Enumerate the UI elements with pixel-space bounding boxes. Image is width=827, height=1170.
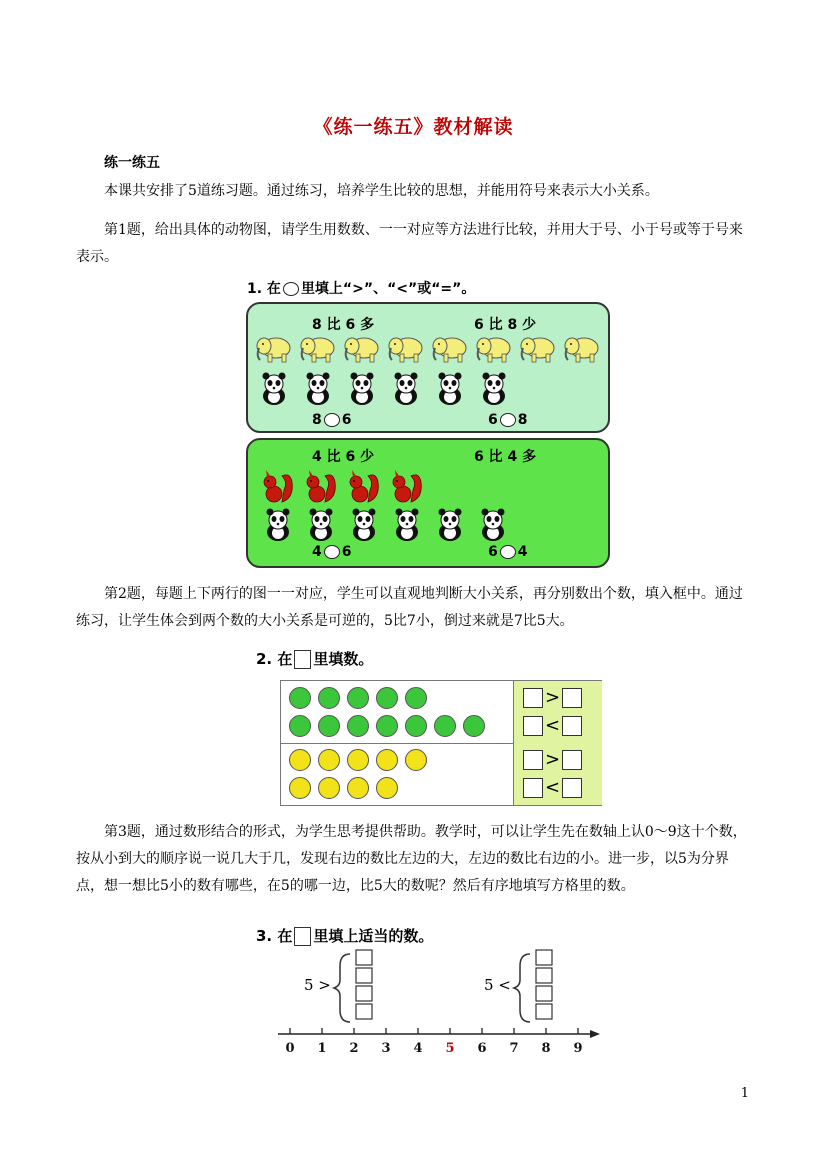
answer-box[interactable] (536, 968, 552, 983)
green-dot (376, 715, 398, 737)
exercise-2-table (280, 680, 602, 806)
answer-line (523, 715, 582, 736)
exercise-1-panel-top (246, 302, 610, 433)
comparison-symbol: < (545, 777, 561, 798)
panel-top-label-left: 8 比 6 多 (312, 317, 375, 333)
panel-top-compare-right: 6 8 (488, 412, 528, 428)
tick-label: 9 (573, 1041, 583, 1056)
panda-row (262, 508, 562, 544)
answer-line (523, 749, 582, 770)
yellow-dot (347, 749, 369, 771)
paragraph-intro (76, 178, 756, 205)
panel-bottom-compare-right: 6 4 (488, 544, 528, 560)
answer-box[interactable] (356, 1004, 372, 1019)
answer-circle-icon[interactable] (324, 545, 340, 559)
answer-box[interactable] (536, 950, 552, 965)
yellow-dot (376, 749, 398, 771)
tick-label: 3 (381, 1041, 391, 1056)
panda-icon (391, 508, 423, 546)
answer-box[interactable] (562, 716, 582, 736)
comparison-symbol: > (545, 749, 561, 770)
green-dot (405, 687, 427, 709)
green-dot (347, 687, 369, 709)
yellow-dot (347, 777, 369, 799)
answer-box[interactable] (523, 778, 543, 798)
green-dot (376, 687, 398, 709)
exercise-1-prompt: 1. 在 里填上“>”、“<”或“=”。 (247, 281, 476, 297)
panda-icon (434, 372, 466, 410)
green-dot (463, 715, 485, 737)
tick-label: 1 (317, 1041, 327, 1056)
answer-boxes (515, 681, 601, 805)
panel-top-label-right: 6 比 8 少 (474, 317, 537, 333)
blank-circle-icon (283, 282, 299, 296)
answer-box[interactable] (562, 778, 582, 798)
squirrel-icon (260, 468, 294, 510)
yellow-dot (289, 749, 311, 771)
green-dot (405, 715, 427, 737)
answer-line (523, 777, 582, 798)
right-brace-icon (514, 954, 530, 1022)
exercise-3-figure (270, 944, 610, 1064)
number-line-ticks (285, 1028, 582, 1056)
paragraph-ex1 (76, 217, 756, 271)
squirrel-row (260, 468, 460, 508)
answer-box[interactable] (562, 688, 582, 708)
answer-box[interactable] (356, 986, 372, 1001)
green-dot (289, 687, 311, 709)
exercise-2-prompt: 2. 在 里填数。 (256, 650, 374, 668)
answer-box[interactable] (523, 750, 543, 770)
right-answer-boxes (536, 950, 552, 1019)
answer-line (523, 687, 582, 708)
elephant-icon (430, 334, 470, 368)
tick-label: 0 (285, 1041, 295, 1056)
panda-icon (348, 508, 380, 546)
comparison-symbol: < (545, 715, 561, 736)
paragraph-ex2 (76, 581, 756, 635)
yellow-dot (318, 749, 340, 771)
left-answer-boxes (356, 950, 372, 1019)
exercise-3-prompt: 3. 在 里填上适当的数。 (256, 927, 434, 945)
tick-label: 4 (413, 1041, 423, 1056)
elephant-icon (254, 334, 294, 368)
tick-label: 2 (349, 1041, 359, 1056)
elephant-icon (386, 334, 426, 368)
paragraph-ex3-text: 第3题，通过数形结合的形式，为学生思考提供帮助。教学时，可以让学生先在数轴上认0～9这十个数，按从小到大的顺序说一说几大于几，发现右边的数比左边的大，左边的数比右边的小。进一步，以5为分界点，想一想比5小的数有哪些，在5的哪一边，比5大的数呢？然后有序地填写方格里的数。 (76, 824, 747, 894)
panda-icon (390, 372, 422, 410)
panda-icon (346, 372, 378, 410)
answer-box[interactable] (356, 950, 372, 965)
panel-bottom-label-left: 4 比 6 少 (312, 449, 375, 465)
left-brace-icon (334, 954, 350, 1022)
left-expression: 5 > (304, 976, 331, 994)
squirrel-icon (389, 468, 423, 510)
yellow-dot (405, 749, 427, 771)
panda-icon (305, 508, 337, 546)
panda-icon (302, 372, 334, 410)
tick-label: 7 (509, 1041, 519, 1056)
dots-area (281, 681, 513, 805)
tick-label: 8 (541, 1041, 551, 1056)
panda-row (258, 372, 558, 408)
right-expression: 5 < (484, 976, 511, 994)
answer-circle-icon[interactable] (324, 413, 340, 427)
green-dot (434, 715, 456, 737)
green-dot (318, 687, 340, 709)
green-dot (347, 715, 369, 737)
yellow-dot (289, 777, 311, 799)
answer-circle-icon[interactable] (500, 545, 516, 559)
comparison-symbol: > (545, 687, 561, 708)
elephant-icon (474, 334, 514, 368)
panel-top-compare-left: 8 6 (312, 412, 352, 428)
answer-box[interactable] (523, 716, 543, 736)
panda-icon (258, 372, 290, 410)
blank-box-icon (294, 650, 311, 669)
document-title: 《练一练五》教材解读 (313, 116, 514, 138)
answer-box[interactable] (523, 688, 543, 708)
arrow-right-icon (590, 1030, 600, 1038)
squirrel-icon (303, 468, 337, 510)
elephant-row (254, 334, 604, 366)
panel-bottom-label-right: 6 比 4 多 (474, 449, 537, 465)
panda-icon (477, 508, 509, 546)
yellow-dot (318, 777, 340, 799)
panda-icon (478, 372, 510, 410)
panel-bottom-compare-left: 4 6 (312, 544, 352, 560)
elephant-icon (562, 334, 602, 368)
answer-box[interactable] (536, 986, 552, 1001)
yellow-dot (376, 777, 398, 799)
green-dot (318, 715, 340, 737)
elephant-icon (298, 334, 338, 368)
exercise-1-panel-bottom (246, 438, 610, 568)
paragraph-ex2-text: 第2题，每题上下两行的图一一对应，学生可以直观地判断大小关系，再分别数出个数，填入框中。通过练习，让学生体会到两个数的大小关系是可逆的，5比7小，倒过来就是7比5大。 (76, 586, 743, 629)
panda-icon (434, 508, 466, 546)
page-number: 1 (740, 1086, 749, 1101)
squirrel-icon (346, 468, 380, 510)
elephant-icon (518, 334, 558, 368)
tick-label: 6 (477, 1041, 487, 1056)
paragraph-ex1-text: 第1题，给出具体的动物图，请学生用数数、一一对应等方法进行比较，并用大于号、小于号或等于号来表示。 (76, 222, 743, 265)
tick-label: 5 (445, 1041, 455, 1056)
answer-box[interactable] (562, 750, 582, 770)
answer-circle-icon[interactable] (500, 413, 516, 427)
paragraph-intro-text: 本课共安排了5道练习题。通过练习，培养学生比较的思想，并能用符号来表示大小关系。 (104, 183, 659, 199)
panda-icon (262, 508, 294, 546)
answer-box[interactable] (356, 968, 372, 983)
green-dot (289, 715, 311, 737)
answer-box[interactable] (536, 1004, 552, 1019)
section-heading: 练一练五 (104, 155, 160, 171)
paragraph-ex3 (76, 819, 756, 900)
elephant-icon (342, 334, 382, 368)
